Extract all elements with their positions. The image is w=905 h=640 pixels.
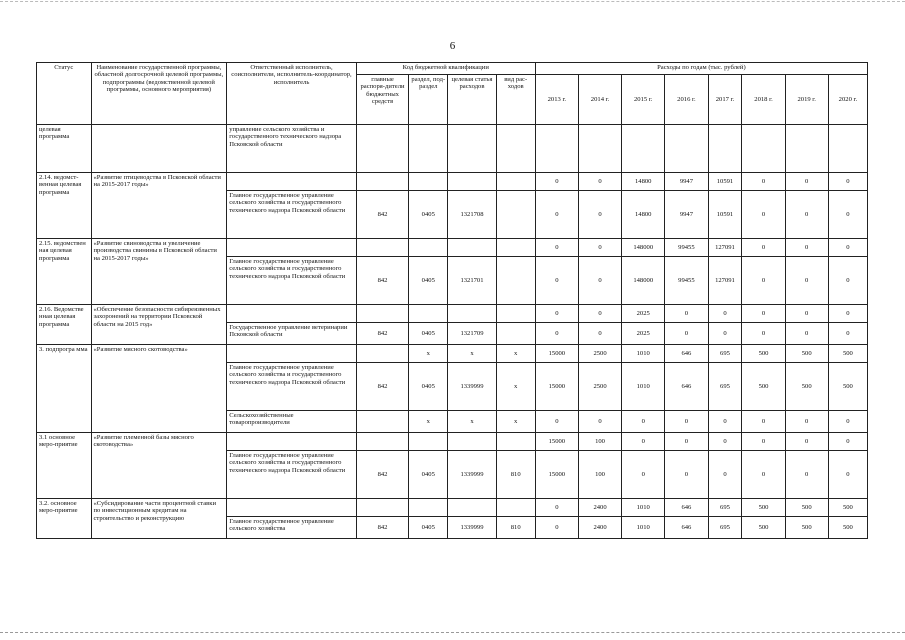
code-grbs <box>356 499 408 517</box>
row-status: 2.14. ведомст-венная целевая программа <box>37 173 92 239</box>
row-status: 2.16. Ведомстве нная целевая программа <box>37 305 92 345</box>
expense-value: 695 <box>708 345 742 363</box>
expense-value: 500 <box>828 499 867 517</box>
expense-value: 500 <box>785 499 828 517</box>
expense-value: 2400 <box>578 517 621 539</box>
code-statya: 1321709 <box>448 323 496 345</box>
expense-value: 0 <box>742 239 785 257</box>
code-grbs: 842 <box>356 517 408 539</box>
expense-value: 10591 <box>708 191 742 239</box>
expense-value: 100 <box>578 433 621 451</box>
code-vid: 810 <box>496 517 535 539</box>
code-razdel <box>409 305 448 323</box>
expense-value: 0 <box>708 433 742 451</box>
expense-value: 0 <box>828 257 867 305</box>
expense-value: 99455 <box>665 239 708 257</box>
expense-value: 0 <box>535 305 578 323</box>
expense-value: 127091 <box>708 239 742 257</box>
expense-value <box>578 125 621 173</box>
expense-value <box>622 125 665 173</box>
expense-value: 0 <box>665 305 708 323</box>
expense-value: 0 <box>785 173 828 191</box>
expense-value: 0 <box>578 173 621 191</box>
code-grbs: 842 <box>356 323 408 345</box>
expense-value: 0 <box>785 433 828 451</box>
table-row <box>37 499 868 517</box>
table-row <box>37 305 868 323</box>
code-statya: х <box>448 345 496 363</box>
expense-value: 0 <box>665 433 708 451</box>
expense-value: 646 <box>665 345 708 363</box>
code-vid: х <box>496 345 535 363</box>
code-razdel <box>409 239 448 257</box>
expense-value: 2025 <box>622 323 665 345</box>
row-executor: Главное государственное управление сельского хозяйства и государственного технического надзора Псковской области <box>227 451 357 499</box>
code-razdel <box>409 173 448 191</box>
row-executor: Сельскохозяйственные товаропроизводители <box>227 411 357 433</box>
code-vid <box>496 239 535 257</box>
expense-value: 0 <box>535 323 578 345</box>
header-year: 2014 г. <box>578 75 621 125</box>
row-status: 3.2. основное меро-приятие <box>37 499 92 539</box>
code-vid <box>496 173 535 191</box>
code-statya: 1339999 <box>448 517 496 539</box>
code-statya <box>448 173 496 191</box>
code-vid <box>496 305 535 323</box>
expense-value: 0 <box>828 191 867 239</box>
table-row <box>37 345 868 363</box>
row-program-name: «Развитие мясного скотоводства» <box>91 345 227 433</box>
expense-value: 0 <box>578 411 621 433</box>
row-program-name: «Развитие свиноводства и увеличение производства свинины в Псковской области на 2015-2017 годы» <box>91 239 227 305</box>
code-grbs <box>356 411 408 433</box>
expense-value: 0 <box>828 239 867 257</box>
expense-value: 0 <box>785 411 828 433</box>
expense-value: 500 <box>828 345 867 363</box>
code-grbs: 842 <box>356 451 408 499</box>
expense-value: 0 <box>622 451 665 499</box>
expense-value: 0 <box>785 451 828 499</box>
expense-value: 2025 <box>622 305 665 323</box>
expense-value: 0 <box>535 191 578 239</box>
row-program-name <box>91 125 227 173</box>
expense-value: 15000 <box>535 363 578 411</box>
expense-value: 14800 <box>622 191 665 239</box>
expense-value: 0 <box>742 323 785 345</box>
header-status: Статус <box>37 63 92 125</box>
expense-value: 0 <box>708 451 742 499</box>
row-executor: Главное государственное управление сельского хозяйства <box>227 517 357 539</box>
code-vid <box>496 323 535 345</box>
expense-value: 0 <box>578 257 621 305</box>
expense-value: 9947 <box>665 173 708 191</box>
expense-value: 1010 <box>622 345 665 363</box>
expense-value: 0 <box>828 411 867 433</box>
expense-value: 0 <box>785 239 828 257</box>
expense-value: 0 <box>742 433 785 451</box>
expense-value: 500 <box>742 517 785 539</box>
code-statya: х <box>448 411 496 433</box>
header-expenses: Расходы по годам (тыс. рублей) <box>535 63 867 75</box>
code-grbs <box>356 433 408 451</box>
header-code-col: главные распоря-дители бюджетных средств <box>356 75 408 125</box>
expense-value: 0 <box>828 305 867 323</box>
expense-value: 0 <box>828 323 867 345</box>
expense-value: 0 <box>535 257 578 305</box>
expense-value: 0 <box>665 323 708 345</box>
code-statya <box>448 433 496 451</box>
code-statya <box>448 499 496 517</box>
code-statya <box>448 125 496 173</box>
row-executor <box>227 173 357 191</box>
expense-value: 695 <box>708 499 742 517</box>
expense-value: 500 <box>785 363 828 411</box>
header-year: 2020 г. <box>828 75 867 125</box>
row-executor: Главное государственное управление сельского хозяйства и государственного технического надзора Псковской области <box>227 191 357 239</box>
expense-value: 0 <box>828 451 867 499</box>
header-year: 2013 г. <box>535 75 578 125</box>
expense-value: 0 <box>742 191 785 239</box>
code-statya: 1339999 <box>448 363 496 411</box>
code-statya: 1321708 <box>448 191 496 239</box>
code-razdel: 0405 <box>409 363 448 411</box>
expense-value: 15000 <box>535 345 578 363</box>
header-budget-code: Код бюджетной квалификации <box>356 63 535 75</box>
expense-value: 0 <box>535 239 578 257</box>
header-code-col: целевая статья расходов <box>448 75 496 125</box>
code-statya <box>448 305 496 323</box>
row-status: 3.1 основное меро-приятие <box>37 433 92 499</box>
expense-value: 0 <box>742 173 785 191</box>
table-row <box>37 433 868 451</box>
header-year: 2019 г. <box>785 75 828 125</box>
row-executor <box>227 433 357 451</box>
expense-value <box>828 125 867 173</box>
expense-value: 0 <box>535 173 578 191</box>
expense-value: 646 <box>665 499 708 517</box>
expense-value: 148000 <box>622 257 665 305</box>
budget-table <box>36 62 868 539</box>
expense-value: 100 <box>578 451 621 499</box>
code-grbs <box>356 345 408 363</box>
row-program-name: «Субсидирование части процентной ставки по инвестиционным кредитам на строительство и реконструкцию <box>91 499 227 539</box>
expense-value: 500 <box>742 363 785 411</box>
expense-value: 500 <box>828 363 867 411</box>
row-executor <box>227 305 357 323</box>
code-vid <box>496 191 535 239</box>
expense-value: 127091 <box>708 257 742 305</box>
expense-value: 1010 <box>622 517 665 539</box>
row-executor: Главное государственное управление сельского хозяйства и государственного технического надзора Псковской области <box>227 363 357 411</box>
code-statya: 1339999 <box>448 451 496 499</box>
expense-value <box>785 125 828 173</box>
expense-value: 0 <box>708 305 742 323</box>
expense-value: 0 <box>578 239 621 257</box>
table-row <box>37 125 868 173</box>
expense-value: 0 <box>578 305 621 323</box>
code-vid <box>496 125 535 173</box>
expense-value: 0 <box>828 173 867 191</box>
expense-value: 0 <box>622 411 665 433</box>
row-executor <box>227 239 357 257</box>
header-year: 2015 г. <box>622 75 665 125</box>
expense-value: 0 <box>708 323 742 345</box>
expense-value: 0 <box>535 411 578 433</box>
expense-value: 0 <box>708 411 742 433</box>
code-vid <box>496 433 535 451</box>
expense-value: 148000 <box>622 239 665 257</box>
code-razdel: 0405 <box>409 323 448 345</box>
expense-value: 0 <box>665 411 708 433</box>
row-executor: Государственное управление ветеринарии Псковской области <box>227 323 357 345</box>
expense-value: 0 <box>785 323 828 345</box>
code-razdel: 0405 <box>409 257 448 305</box>
code-statya: 1321701 <box>448 257 496 305</box>
expense-value: 2500 <box>578 363 621 411</box>
code-grbs <box>356 305 408 323</box>
code-vid <box>496 499 535 517</box>
code-razdel: х <box>409 345 448 363</box>
code-grbs <box>356 125 408 173</box>
code-grbs: 842 <box>356 257 408 305</box>
header-year: 2017 г. <box>708 75 742 125</box>
header-name: Наименование государственной программы, областной долгосрочной целевой программы, подпрограммы (ведомственной целевой программы, основного мероприятия) <box>91 63 227 125</box>
code-razdel <box>409 125 448 173</box>
expense-value: 2400 <box>578 499 621 517</box>
header-year: 2016 г. <box>665 75 708 125</box>
row-executor: управление сельского хозяйства и государственного технического надзора Псковской области <box>227 125 357 173</box>
expense-value: 14800 <box>622 173 665 191</box>
code-vid: х <box>496 411 535 433</box>
table-row <box>37 239 868 257</box>
expense-value <box>742 125 785 173</box>
expense-value: 1010 <box>622 363 665 411</box>
header-code-col: раздел, под-раздел <box>409 75 448 125</box>
code-grbs: 842 <box>356 191 408 239</box>
row-status: 3. подпрогра мма <box>37 345 92 433</box>
expense-value: 1010 <box>622 499 665 517</box>
expense-value: 500 <box>828 517 867 539</box>
header-code-col: вид рас-ходов <box>496 75 535 125</box>
expense-value <box>535 125 578 173</box>
scan-edge-top <box>0 1 905 2</box>
expense-value: 500 <box>785 517 828 539</box>
header-year: 2018 г. <box>742 75 785 125</box>
row-program-name: «Обеспечение безопасности сибиреязвенных захоронений на территории Псковской области на 2015 год» <box>91 305 227 345</box>
expense-value: 0 <box>742 411 785 433</box>
expense-value: 0 <box>622 433 665 451</box>
expense-value: 15000 <box>535 433 578 451</box>
row-status: целевая программа <box>37 125 92 173</box>
code-grbs: 842 <box>356 363 408 411</box>
header-executor: Ответственный исполнитель, соисполнители, исполнитель-координатор, исполнитель <box>227 63 357 125</box>
expense-value: 0 <box>535 517 578 539</box>
code-vid: 810 <box>496 451 535 499</box>
expense-value: 15000 <box>535 451 578 499</box>
code-razdel: 0405 <box>409 517 448 539</box>
expense-value: 695 <box>708 517 742 539</box>
code-razdel <box>409 433 448 451</box>
row-executor <box>227 345 357 363</box>
row-status: 2.15. ведомствен ная целевая программа <box>37 239 92 305</box>
expense-value: 99455 <box>665 257 708 305</box>
expense-value: 10591 <box>708 173 742 191</box>
scan-edge-bottom <box>0 632 905 633</box>
expense-value <box>708 125 742 173</box>
expense-value: 500 <box>742 345 785 363</box>
expense-value: 0 <box>742 451 785 499</box>
expense-value: 646 <box>665 363 708 411</box>
code-razdel: х <box>409 411 448 433</box>
row-executor <box>227 499 357 517</box>
expense-value <box>665 125 708 173</box>
expense-value: 695 <box>708 363 742 411</box>
expense-value: 0 <box>665 451 708 499</box>
code-vid <box>496 257 535 305</box>
table-row <box>37 173 868 191</box>
expense-value: 646 <box>665 517 708 539</box>
expense-value: 0 <box>578 191 621 239</box>
code-grbs <box>356 173 408 191</box>
code-razdel: 0405 <box>409 191 448 239</box>
code-statya <box>448 239 496 257</box>
expense-value: 2500 <box>578 345 621 363</box>
expense-value: 9947 <box>665 191 708 239</box>
expense-value: 500 <box>785 345 828 363</box>
expense-value: 0 <box>535 499 578 517</box>
expense-value: 0 <box>785 191 828 239</box>
code-razdel: 0405 <box>409 451 448 499</box>
row-executor: Главное государственное управление сельского хозяйства и государственного технического надзора Псковской области <box>227 257 357 305</box>
expense-value: 0 <box>578 323 621 345</box>
expense-value: 0 <box>828 433 867 451</box>
page-number: 6 <box>449 40 456 52</box>
expense-value: 0 <box>785 305 828 323</box>
expense-value: 0 <box>785 257 828 305</box>
code-grbs <box>356 239 408 257</box>
row-program-name: «Развитие племенной базы мясного скотоводства» <box>91 433 227 499</box>
expense-value: 0 <box>742 257 785 305</box>
code-razdel <box>409 499 448 517</box>
expense-value: 500 <box>742 499 785 517</box>
row-program-name: «Развитие птицеводства в Псковской области на 2015-2017 годы» <box>91 173 227 239</box>
code-vid: х <box>496 363 535 411</box>
expense-value: 0 <box>742 305 785 323</box>
